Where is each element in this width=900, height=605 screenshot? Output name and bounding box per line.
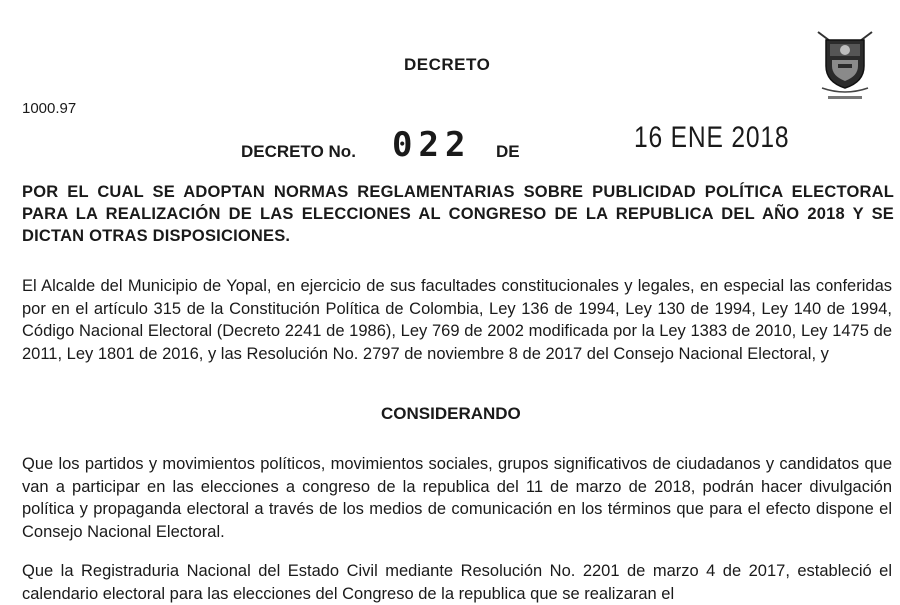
document-title: DECRETO: [404, 55, 491, 74]
decree-number-label: DECRETO No.: [241, 142, 356, 161]
decree-heading: POR EL CUAL SE ADOPTAN NORMAS REGLAMENTARIAS SOBRE PUBLICIDAD POLÍTICA ELECTORAL PARA LA REALIZACIÓN DE LAS ELECCIONES AL CONGRESO DE LA REPUBLICA DEL AÑO 2018 Y SE DICTAN OTRAS DISPOSICIONES.: [22, 183, 894, 245]
municipal-shield-crest-icon: [812, 26, 878, 106]
consideration-paragraph: Que los partidos y movimientos políticos, movimientos sociales, grupos significativos de ciudadanos y candidatos que van a participar en las elecciones a congreso de la republica del 11 de marzo de 2018, podrán hacer divulgación política y propaganda electoral a través de los medios de comunicación en los términos que para el efecto dispone el Consejo Nacional Electoral.: [22, 455, 892, 541]
considerando-heading: CONSIDERANDO: [381, 404, 521, 423]
consideration-paragraph: Que la Registraduria Nacional del Estado Civil mediante Resolución No. 2201 de marzo 4 de 2017, estableció el calendario electoral para las elecciones del Congreso de la republica que se realizaran el: [22, 562, 892, 603]
preamble-paragraph: El Alcalde del Municipio de Yopal, en ejercicio de sus facultades constitucionales y legales, en especial las conferidas por en el artículo 315 de la Constitución Política de Colombia, Ley 136 de 1994, Ley 130 de 1994, Ley 140 de 1994, Código Nacional Electoral (Decreto 2241 de 1986), Ley 769 de 2002 modificada por la Ley 1383 de 2010, Ley 1475 de 2011, Ley 1801 de 2016, y las Resolución No. 2797 de noviembre 8 de 2017 del Consejo Nacional Electoral, y: [22, 277, 892, 363]
decree-date-stamp: 16 ENE 2018: [634, 121, 790, 154]
date-connector-label: DE: [496, 142, 520, 161]
decree-number-stamp: 022: [392, 125, 472, 165]
document-code: 1000.97: [22, 100, 77, 117]
